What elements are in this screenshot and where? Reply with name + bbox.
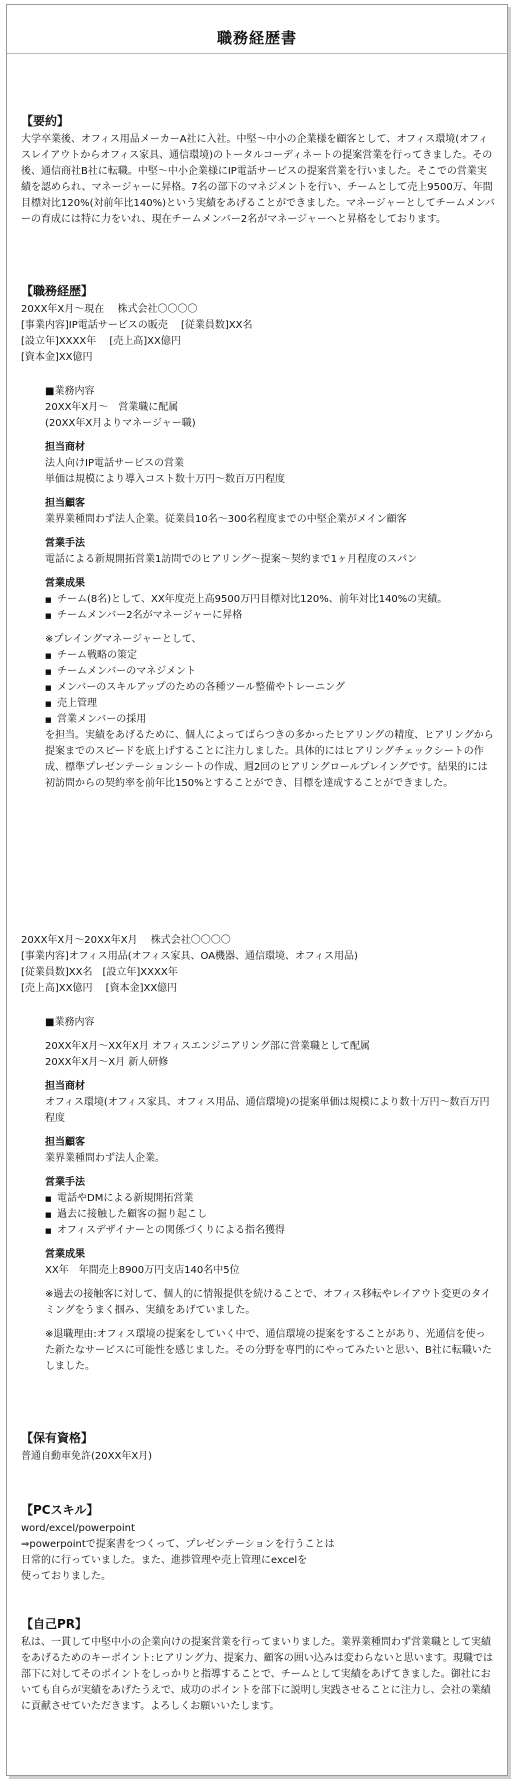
list-item: ■ チームメンバーのマネジメント	[45, 664, 495, 680]
pc-line2: ⇒powerpointで提案書をつくって、プレゼンテーションを行うことは	[21, 1539, 335, 1550]
pc-section	[21, 1501, 495, 1585]
job2-note2: ※退職理由:オフィス環境の提案をしていく中で、通信環境の提案をすることがあり、光通信を使った新たなサービスに可能性を感じました。その分野を専門的にやってみたいと思い、B社に転職いたしました。	[45, 1329, 492, 1372]
job1-details	[21, 384, 495, 792]
pc-heading: 【PCスキル】	[21, 1503, 99, 1517]
pr-heading: 【自己PR】	[21, 1617, 88, 1631]
summary-heading: 【要約】	[21, 114, 70, 128]
list-item: ■ チーム戦略の策定	[45, 648, 495, 664]
list-item: ■ メンバーのスキルアップのための各種ツール整備やトレーニング	[45, 680, 495, 696]
job2-duty-label: ■業務内容	[45, 1017, 95, 1028]
summary-section	[21, 112, 495, 228]
job1-product2: 単価は規模により導入コスト数十万円～数百万円程度	[45, 474, 285, 485]
job2-result: XX年 年間売上8900万円支店140名中5位	[45, 1265, 240, 1276]
job2-note1: ※過去の接触客に対して、個人的に情報提供を続けることで、オフィス移転やレイアウト変更のタイミングをうまく掴み、実績をあげていました。	[45, 1289, 491, 1316]
job1-pm-text: を担当。実績をあげるために、個人によってばらつきの多かったヒアリングの精度、ヒアリングから提案までのスピードを底上げすることに注力しました。具体的にはヒアリングチェックシートの作成、標準プレゼンテーションシートの作成、週2回のヒアリングロールプレイングです。結果的には初訪問からの契約率を前年比150%とすることができ、目標を達成することができました。	[45, 730, 494, 789]
job1-pm-list	[45, 648, 495, 728]
pr-text: 私は、一貫して中堅中小の企業向けの提案営業を行ってまいりました。業界業種問わず営業職として実績をあげるためのキーポイント:ヒアリング力、提案力、顧客の囲い込みは変わらないと思います。現職では部下に対してそのポイントをしっかりと指導することで、チームとして実績をあげてきました。御社においても自らが実績をあげたうえで、成功のポイントを部下に説明し実践させることに注力し、会社の業績に貢献させていただきます。よろしくお願いいたします。	[21, 1637, 493, 1712]
job2-method-list	[45, 1191, 495, 1239]
job1-product-label: 担当商材	[45, 442, 85, 453]
pr-section	[21, 1615, 495, 1715]
job2-product-label: 担当商材	[45, 1081, 85, 1092]
title-divider	[7, 53, 507, 54]
job2-client-label: 担当顧客	[45, 1137, 85, 1148]
list-item: ■ チーム(8名)として、XX年度売上高9500万円目標対比120%、前年対比140%の実績。	[45, 592, 495, 608]
list-item: ■ 電話やDMによる新規開拓営業	[45, 1191, 495, 1207]
job2-info1: [事業内容]オフィス用品(オフィス家具、OA機器、通信環境、オフィス用品)	[21, 951, 358, 962]
job2-details	[21, 1015, 495, 1375]
list-item: ■ 営業メンバーの採用	[45, 712, 495, 728]
job2-duty1: 20XX年X月～XX年X月 オフィスエンジニアリング部に営業職として配属	[45, 1041, 371, 1052]
job1-period: 20XX年X月～現在 株式会社〇〇〇〇	[21, 304, 198, 315]
career-section	[21, 282, 495, 792]
job1-method-label: 営業手法	[45, 538, 85, 549]
job1-info3: [資本金]XX億円	[21, 352, 93, 363]
job2-info3: [売上高]XX億円 [資本金]XX億円	[21, 983, 178, 994]
job1-client: 業界業種問わず法人企業。従業員10名～300名程度までの中堅企業がメイン顧客	[45, 514, 407, 525]
job1-info1: [事業内容]IP電話サービスの販売 [従業員数]XX名	[21, 320, 253, 331]
job1-product1: 法人向けIP電話サービスの営業	[45, 458, 184, 469]
job2-duty2: 20XX年X月～X月 新人研修	[45, 1057, 169, 1068]
pc-line4: 使っておりました。	[21, 1571, 111, 1582]
list-item: ■ オフィスデザイナーとの関係づくりによる指名獲得	[45, 1223, 495, 1239]
pc-line3: 日常的に行っていました。また、進捗管理や売上管理にexcelを	[21, 1555, 308, 1566]
job2-method-label: 営業手法	[45, 1177, 85, 1188]
job2-client: 業界業種問わず法人企業。	[45, 1153, 165, 1164]
career-job2-section	[21, 933, 495, 1375]
license-text: 普通自動車免許(20XX年X月)	[21, 1451, 153, 1462]
job1-result-list	[45, 592, 495, 624]
job1-duty2: (20XX年X月よりマネージャー職)	[45, 418, 196, 429]
career-heading: 【職務経歴】	[21, 284, 94, 298]
job1-pm-intro: ※プレイングマネージャーとして、	[45, 634, 202, 645]
pc-line1: word/excel/powerpoint	[21, 1523, 135, 1534]
job1-duty-label: ■業務内容	[45, 386, 95, 397]
license-section	[21, 1429, 495, 1465]
job2-info2: [従業員数]XX名 [設立年]XXXX年	[21, 967, 178, 978]
job1-client-label: 担当顧客	[45, 498, 85, 509]
list-item: ■ チームメンバー2名がマネージャーに昇格	[45, 608, 495, 624]
job2-period: 20XX年X月～20XX年X月 株式会社〇〇〇〇	[21, 935, 231, 946]
job1-method: 電話による新規開拓営業1訪問でのヒアリング～提案～契約まで1ヶ月程度のスパン	[45, 554, 418, 565]
job2-product: オフィス環境(オフィス家具、オフィス用品、通信環境)の提案単価は規模により数十万円～数百万円程度	[45, 1097, 490, 1124]
job1-info2: [設立年]XXXX年 [売上高]XX億円	[21, 336, 181, 347]
license-heading: 【保有資格】	[21, 1431, 94, 1445]
list-item: ■ 売上管理	[45, 696, 495, 712]
job1-duty1: 20XX年X月～ 営業職に配属	[45, 402, 179, 413]
job2-result-label: 営業成果	[45, 1249, 85, 1260]
summary-text: 大学卒業後、オフィス用品メーカーA社に入社。中堅～中小の企業様を顧客として、オフィス環境(オフィスレイアウトからオフィス家具、通信環境)のトータルコーディネートの提案営業を行ってきました。その後、通信商社B社に転職。中堅～中小企業様にIP電話サービスの提案営業を行いました。そこでの営業実績を認められ、マネージャーに昇格。7名の部下のマネジメントを行い、チームとして売上9500万、年間目標対比120%(対前年比140%)という実績をあげることができました。マネージャーとしてチームメンバーの育成には特に力をいれ、現在チームメンバー2名がマネージャーへと昇格をしております。	[21, 134, 495, 225]
list-item: ■ 過去に接触した顧客の掘り起こし	[45, 1207, 495, 1223]
document-title: 職務経歴書	[216, 29, 297, 47]
job1-result-label: 営業成果	[45, 578, 85, 589]
document-frame	[6, 4, 508, 1776]
